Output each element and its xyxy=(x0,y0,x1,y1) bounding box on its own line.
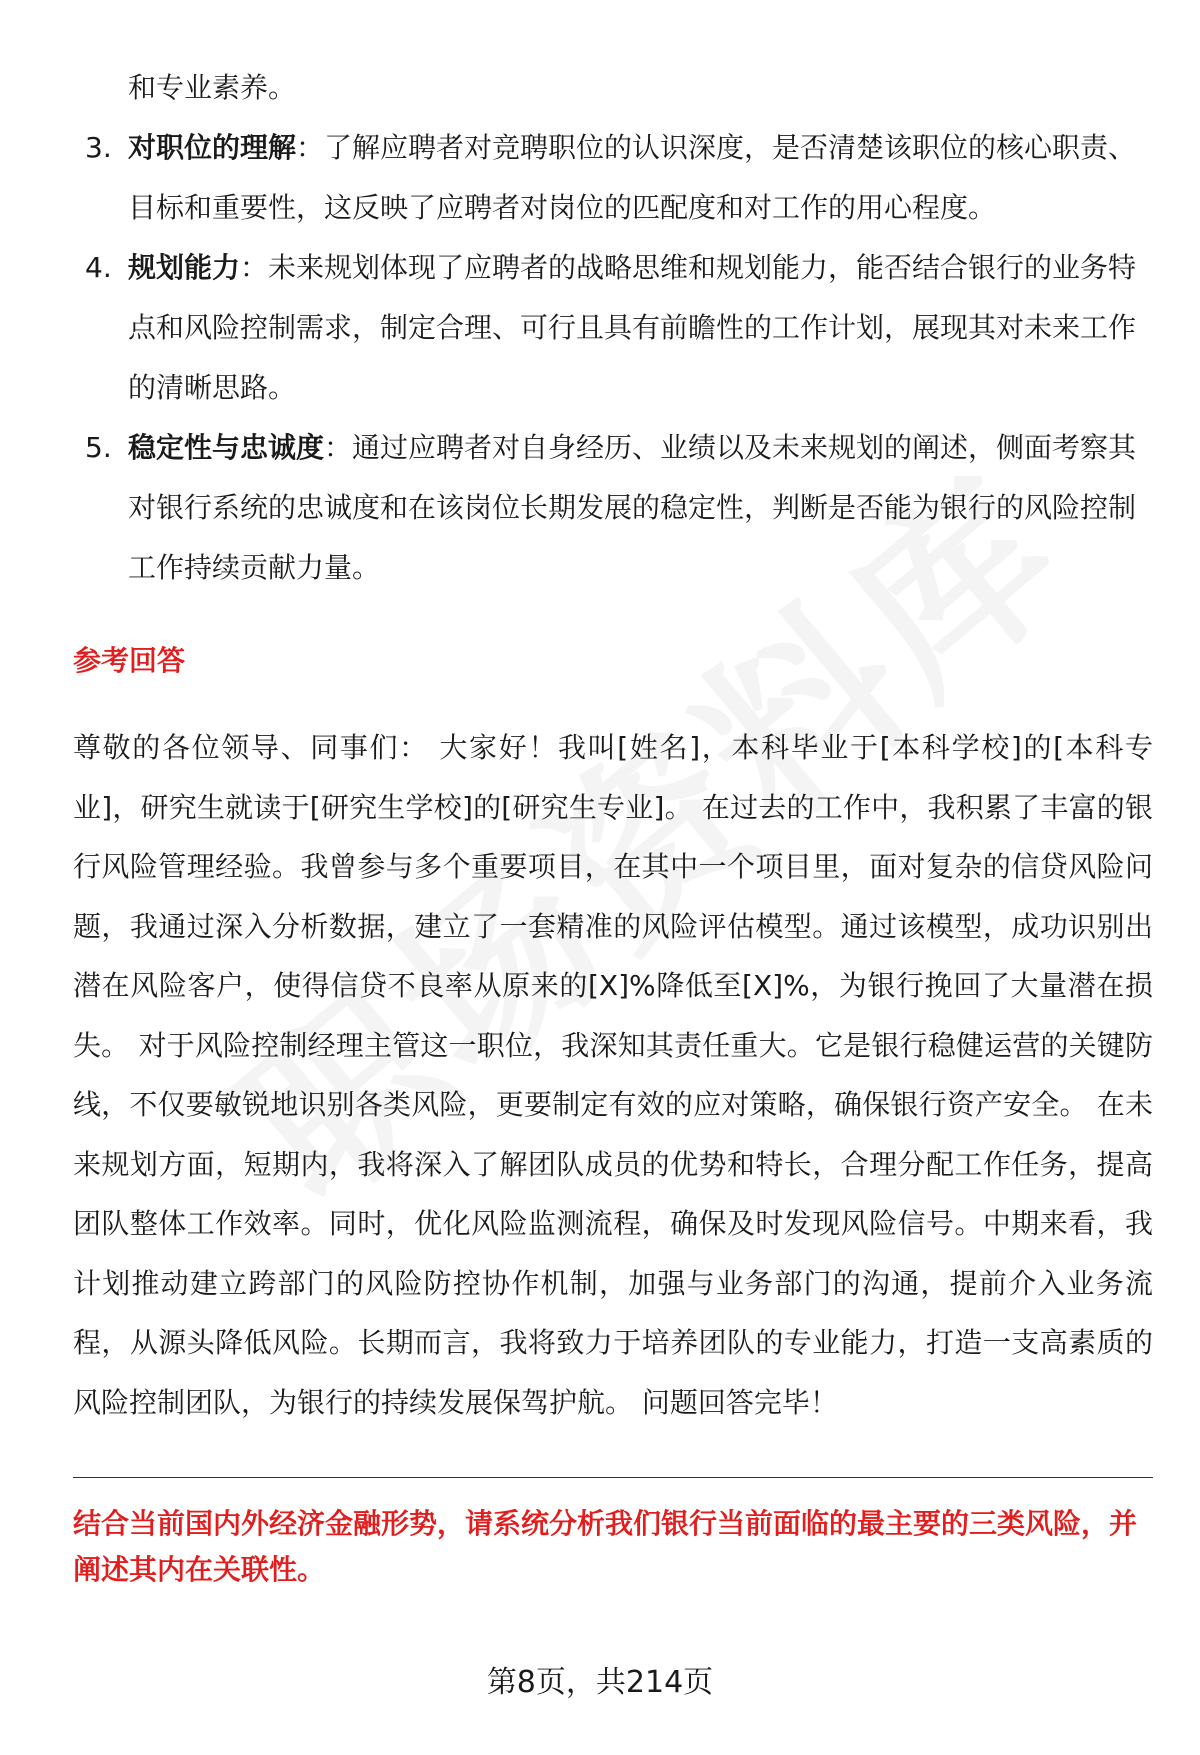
criteria-text: ：未来规划体现了应聘者的战略思维和规划能力，能否结合银行的业务特点和风险控制需求，制定合理、可行且具有前瞻性的工作计划，展现其对未来工作的清晰思路。 xyxy=(128,251,1137,404)
continuation-text: 和专业素养。 xyxy=(128,71,297,104)
reference-answer-heading: 参考回答 xyxy=(73,644,186,677)
criteria-item-planning-ability xyxy=(73,238,1153,418)
next-question: 结合当前国内外经济金融形势，请系统分析我们银行当前面临的最主要的三类风险，并阐述其内在关联性。 xyxy=(73,1507,1138,1586)
criteria-text: ：通过应聘者对自身经历、业绩以及未来规划的阐述，侧面考察其对银行系统的忠诚度和在该岗位长期发展的稳定性，判断是否能为银行的风险控制工作持续贡献力量。 xyxy=(128,431,1137,584)
page-content xyxy=(73,58,1153,1593)
evaluation-criteria-list xyxy=(73,118,1153,598)
criteria-item-job-understanding xyxy=(73,118,1153,238)
list-number: 4. xyxy=(85,251,112,284)
list-number: 5. xyxy=(85,431,112,464)
criteria-text: ：了解应聘者对竞聘职位的认识深度，是否清楚该职位的核心职责、目标和重要性，这反映了应聘者对岗位的匹配度和对工作的用心程度。 xyxy=(128,131,1137,224)
section-divider xyxy=(73,1477,1153,1478)
list-number: 3. xyxy=(85,131,112,164)
page-number-footer: 第8页，共214页 xyxy=(486,1665,714,1700)
criteria-term: 对职位的理解 xyxy=(128,131,297,164)
criteria-item-stability-loyalty xyxy=(73,418,1153,598)
reference-answer-text: 尊敬的各位领导、同事们： 大家好！我叫[姓名]，本科毕业于[本科学校]的[本科专业]，研究生就读于[研究生学校]的[研究生专业]。 在过去的工作中，我积累了丰富的银行风险管理经验。我曾参与多个重要项目，在其中一个项目里，面对复杂的信贷风险问题，我通过深入分析数据，建立了一套精准的风险评估模型。通过该模型，成功识别出潜在风险客户，使得信贷不良率从原来的[X]%降低至[X]%，为银行挽回了大量潜在损失。 对于风险控制经理主管这一职位，我深知其责任重大。它是银行稳健运营的关键防线，不仅要敏锐地识别各类风险，更要制定有效的应对策略，确保银行资产安全。 在未来规划方面，短期内，我将深入了解团队成员的优势和特长，合理分配工作任务，提高团队整体工作效率。同时，优化风险监测流程，确保及时发现风险信号。中期来看，我计划推动建立跨部门的风险防控协作机制，加强与业务部门的沟通，提前介入业务流程，从源头降低风险。长期而言，我将致力于培养团队的专业能力，打造一支高素质的风险控制团队，为银行的持续发展保驾护航。 问题回答完毕！ xyxy=(73,731,1153,1419)
criteria-term: 规划能力 xyxy=(128,251,241,284)
criteria-term: 稳定性与忠诚度 xyxy=(128,431,325,464)
